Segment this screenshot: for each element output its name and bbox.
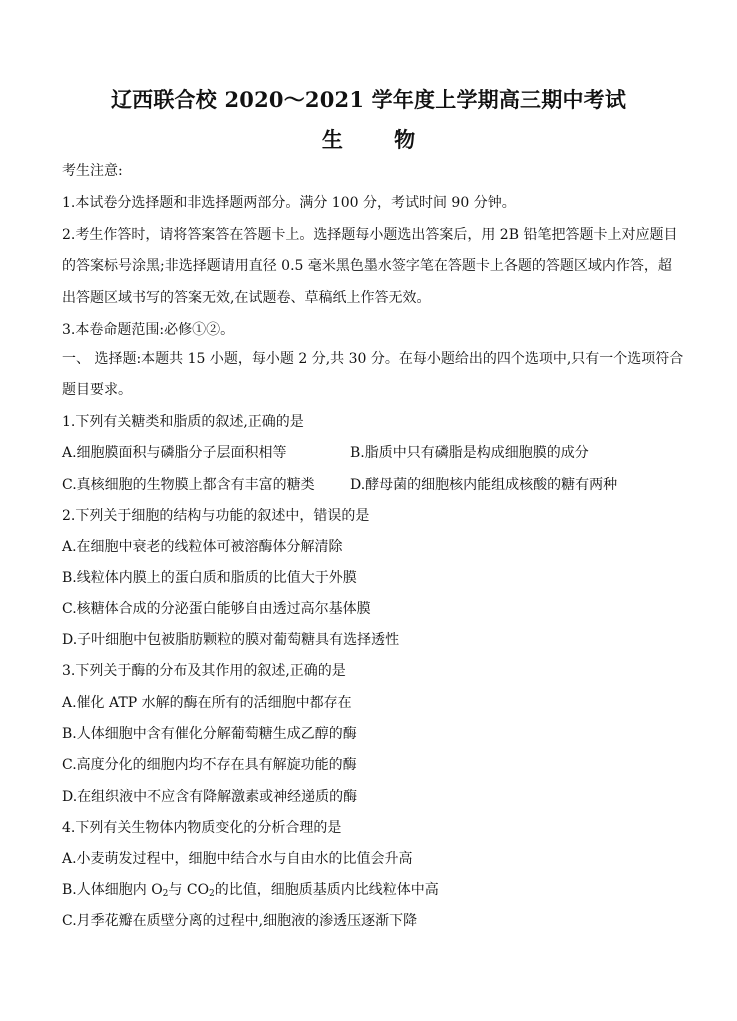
q4-option-b xyxy=(62,880,439,900)
q3-stem: 3.下列关于酶的分布及其作用的叙述,正确的是 xyxy=(62,663,346,679)
notice-item-2-line-3: 出答题区域书写的答案无效,在试题卷、草稿纸上作答无效。 xyxy=(62,290,431,306)
q3-option-b: B.人体细胞中含有催化分解葡萄糖生成乙醇的酶 xyxy=(62,726,357,742)
q2-option-d: D.子叶细胞中包被脂肪颗粒的膜对葡萄糖具有选择透性 xyxy=(62,632,400,648)
exam-title: 辽西联合校 2020～2021 学年度上学期高三期中考试 xyxy=(110,87,627,112)
section-heading-line-2: 题目要求。 xyxy=(62,382,132,398)
q3-option-d: D.在组织液中不应含有降解激素或神经递质的酶 xyxy=(62,789,358,805)
q3-option-a: A.催化 ATP 水解的酶在所有的活细胞中都存在 xyxy=(62,695,352,711)
notice-item-1: 1.本试卷分选择题和非选择题两部分。满分 100 分，考试时间 90 分钟。 xyxy=(62,195,516,211)
notice-item-3: 3.本卷命题范围:必修①②。 xyxy=(62,322,235,338)
q4-option-b-subscript-1: 2 xyxy=(162,889,169,899)
q3-option-c: C.高度分化的细胞内均不存在具有解旋功能的酶 xyxy=(62,757,357,773)
q1-option-c: C.真核细胞的生物膜上都含有丰富的糖类 xyxy=(62,477,315,493)
q2-stem: 2.下列关于细胞的结构与功能的叙述中，错误的是 xyxy=(62,508,370,524)
q4-option-a: A.小麦萌发过程中，细胞中结合水与自由水的比值会升高 xyxy=(62,851,413,867)
notice-item-2-line-1: 2.考生作答时，请将答案答在答题卡上。选择题每小题选出答案后，用 2B 铅笔把答题卡上对应题目 xyxy=(62,227,678,243)
q2-option-a: A.在细胞中衰老的线粒体可被溶酶体分解清除 xyxy=(62,539,343,555)
q1-option-d: D.酵母菌的细胞核内能组成核酸的糖有两种 xyxy=(350,477,618,493)
q4-stem: 4.下列有关生物体内物质变化的分析合理的是 xyxy=(62,820,342,836)
notice-item-2-line-2: 的答案标号涂黑;非选择题请用直径 0.5 毫米黑色墨水签字笔在答题卡上各题的答题区域内作答，超 xyxy=(62,258,672,274)
q4-option-b-subscript-2: 2 xyxy=(209,889,215,899)
q1-option-a: A.细胞膜面积与磷脂分子层面积相等 xyxy=(62,445,287,461)
subject-title: 生 物 xyxy=(321,127,438,152)
q4-option-b-part-1: B.人体细胞内 O xyxy=(62,882,163,898)
q4-option-b-part-2: 与 CO xyxy=(168,882,210,898)
section-heading-line-1: 一、 选择题:本题共 15 小题，每小题 2 分,共 30 分。在每小题给出的四个选项中,只有一个选项符合 xyxy=(62,351,684,367)
q4-option-b-part-3: 的比值，细胞质基质内比线粒体中高 xyxy=(214,882,439,898)
q1-stem: 1.下列有关糖类和脂质的叙述,正确的是 xyxy=(62,414,304,430)
notice-heading: 考生注意: xyxy=(62,163,123,179)
q1-option-b: B.脂质中只有磷脂是构成细胞膜的成分 xyxy=(350,445,589,461)
q2-option-c: C.核糖体合成的分泌蛋白能够自由透过高尔基体膜 xyxy=(62,601,371,617)
q4-option-c: C.月季花瓣在质壁分离的过程中,细胞液的渗透压逐渐下降 xyxy=(62,913,418,929)
q2-option-b: B.线粒体内膜上的蛋白质和脂质的比值大于外膜 xyxy=(62,570,357,586)
